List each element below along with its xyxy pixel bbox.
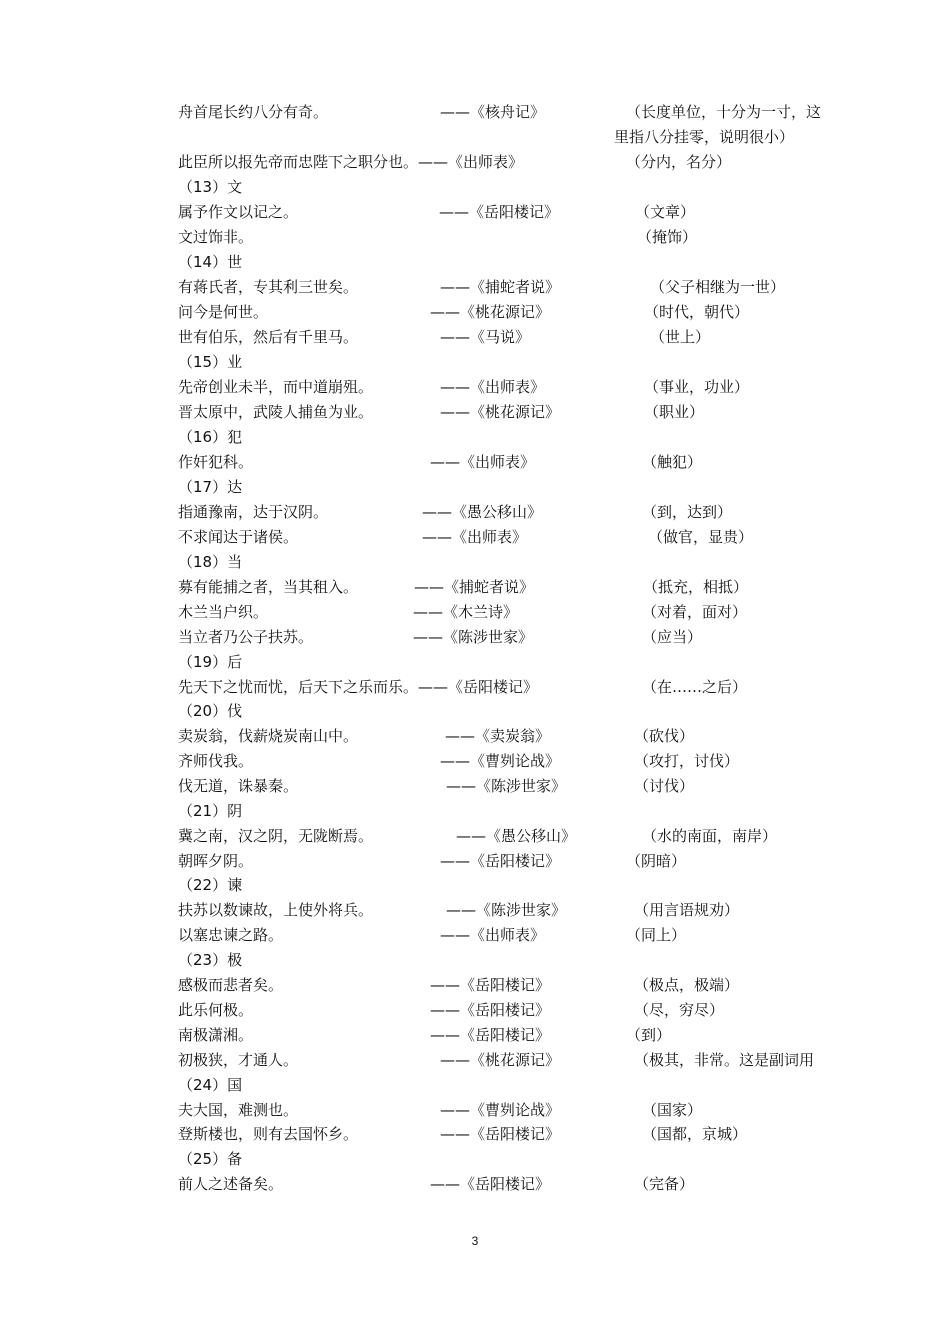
text-line [0,300,950,325]
line-gloss: （事业，功业） [644,378,750,396]
line-gloss: （父子相继为一世） [650,278,786,296]
line-text: 先帝创业未半，而中道崩殂。 [178,378,374,396]
text-line [0,525,950,550]
line-text: 感极而悲者矣。 [178,976,284,994]
line-text: （22）谏 [178,876,243,894]
line-source: ——《出师表》 [430,453,536,471]
line-text: 先天下之忧而忧，后天下之乐而乐。——《岳阳楼记》 [178,678,539,696]
line-text: 木兰当户织。 [178,603,269,621]
line-text: （13）文 [178,178,243,196]
line-text: 有蒋氏者，专其利三世矣。 [178,278,359,296]
line-text: 指通豫南，达于汉阴。 [178,503,329,521]
line-gloss: （职业） [644,403,705,421]
text-line [0,849,950,874]
text-line [0,550,950,575]
text-line [0,500,950,525]
line-gloss: （抵充，相抵） [643,578,749,596]
line-gloss: （时代，朝代） [644,303,750,321]
line-gloss: （触犯） [642,453,703,471]
line-text: （17）达 [178,478,243,496]
line-text: 南极潇湘。 [178,1026,254,1044]
line-source: ——《愚公移山》 [422,503,543,521]
line-text: （16）犯 [178,428,243,446]
line-text: 卖炭翁，伐薪烧炭南山中。 [178,727,359,745]
text-line [0,450,950,475]
line-gloss: （文章） [635,203,696,221]
line-text: 夫大国，难测也。 [178,1101,299,1119]
text-line [0,250,950,275]
line-text: 文过饰非。 [178,228,254,246]
line-gloss: （世上） [650,328,711,346]
text-line [0,1073,950,1098]
line-source: ——《愚公移山》 [456,827,577,845]
line-gloss: （掩饰） [637,228,698,246]
line-source: ——《出师表》 [422,528,528,546]
line-source: ——《桃花源记》 [440,403,561,421]
line-source: ——《岳阳楼记》 [440,852,561,870]
line-source: ——《桃花源记》 [430,303,551,321]
line-text: 问今是何世。 [178,303,269,321]
line-text: 此乐何极。 [178,1001,254,1019]
line-source: ——《捕蛇者说》 [440,278,561,296]
text-line [0,873,950,898]
text-line [0,125,950,150]
line-gloss: （到） [626,1026,672,1044]
line-text: （21）阴 [178,802,243,820]
line-source: ——《出师表》 [440,378,546,396]
line-text: （15）业 [178,353,243,371]
line-gloss: （用言语规劝） [634,901,740,919]
text-line [0,948,950,973]
page-number: 3 [471,1234,479,1248]
line-text: （19）后 [178,653,243,671]
text-line [0,150,950,175]
line-source: ——《陈涉世家》 [446,901,567,919]
line-text: 朝晖夕阴。 [178,852,254,870]
text-line [0,898,950,923]
text-line [0,1098,950,1123]
line-text: 以塞忠谏之路。 [178,926,284,944]
line-source: ——《岳阳楼记》 [430,1175,551,1193]
line-source: ——《核舟记》 [440,103,546,121]
line-gloss: （在……之后） [642,678,748,696]
text-line [0,923,950,948]
text-line [0,350,950,375]
line-source: ——《岳阳楼记》 [430,1026,551,1044]
line-gloss: （分内，名分） [626,153,732,171]
text-line [0,100,950,125]
line-gloss: （应当） [642,628,703,646]
line-gloss: （讨伐） [634,777,695,795]
line-text: 前人之述备矣。 [178,1175,284,1193]
text-line [0,1023,950,1048]
line-source: ——《曹刿论战》 [440,752,561,770]
text-line [0,375,950,400]
line-text: 扶苏以数谏故，上使外将兵。 [178,901,374,919]
line-text: 属予作文以记之。 [178,203,299,221]
line-text: （23）极 [178,951,243,969]
text-line [0,625,950,650]
text-line [0,973,950,998]
text-line [0,1172,950,1197]
line-gloss: （做官，显贵） [648,528,754,546]
line-source: ——《岳阳楼记》 [440,1125,561,1143]
line-text: （18）当 [178,553,243,571]
text-line [0,400,950,425]
line-source: ——《岳阳楼记》 [439,203,560,221]
text-line [0,325,950,350]
line-text: 世有伯乐，然后有千里马。 [178,328,359,346]
text-line [0,475,950,500]
line-gloss: （极其，非常。这是副词用 [634,1051,815,1069]
text-line [0,650,950,675]
text-line [0,774,950,799]
line-text: （20）伐 [178,702,243,720]
line-text: 此臣所以报先帝而忠陛下之职分也。——《出师表》 [178,153,524,171]
line-gloss: （水的南面，南岸） [642,827,778,845]
text-line [0,675,950,700]
line-source: ——《卖炭翁》 [445,727,551,745]
text-line [0,699,950,724]
text-line [0,749,950,774]
line-gloss: （长度单位，十分为一寸，这 [626,103,822,121]
line-text: （24）国 [178,1076,243,1094]
line-gloss: （极点，极端） [634,976,740,994]
line-text: 作奸犯科。 [178,453,254,471]
line-source: ——《曹刿论战》 [440,1101,561,1119]
text-line [0,425,950,450]
text-line [0,225,950,250]
text-line [0,799,950,824]
text-line [0,724,950,749]
line-gloss: （到，达到） [642,503,733,521]
text-line [0,175,950,200]
line-text: 伐无道，诛暴秦。 [178,777,299,795]
text-line [0,275,950,300]
line-text: 当立者乃公子扶苏。 [178,628,314,646]
line-gloss: （国家） [642,1101,703,1119]
line-source: ——《岳阳楼记》 [430,976,551,994]
line-text: （25）备 [178,1150,243,1168]
line-text: 齐师伐我。 [178,752,254,770]
line-text: 晋太原中，武陵人捕鱼为业。 [178,403,374,421]
line-gloss: （尽，穷尽） [634,1001,725,1019]
line-gloss: （对着，面对） [642,603,748,621]
line-gloss: （攻打，讨伐） [634,752,740,770]
line-text: 登斯楼也，则有去国怀乡。 [178,1125,359,1143]
line-text: 不求闻达于诸侯。 [178,528,299,546]
text-line [0,1122,950,1147]
line-source: ——《捕蛇者说》 [414,578,535,596]
line-text: 舟首尾长约八分有奇。 [178,103,329,121]
line-source: ——《陈涉世家》 [446,777,567,795]
line-text: 冀之南，汉之阴，无陇断焉。 [178,827,374,845]
text-line [0,600,950,625]
line-source: ——《陈涉世家》 [413,628,534,646]
text-line [0,1147,950,1172]
line-text: （14）世 [178,253,243,271]
text-line [0,998,950,1023]
line-gloss: （完备） [634,1175,695,1193]
line-gloss: （同上） [626,926,687,944]
text-line [0,824,950,849]
text-line [0,200,950,225]
line-source: ——《木兰诗》 [413,603,519,621]
line-source: ——《桃花源记》 [440,1051,561,1069]
line-gloss: （砍伐） [634,727,695,745]
text-line [0,575,950,600]
line-gloss: 里指八分挂零，说明很小） [614,128,795,146]
line-text: 初极狭，才通人。 [178,1051,299,1069]
line-source: ——《马说》 [440,328,531,346]
line-source: ——《岳阳楼记》 [430,1001,551,1019]
text-line [0,1048,950,1073]
line-gloss: （阴暗） [626,852,687,870]
line-gloss: （国都，京城） [642,1125,748,1143]
line-text: 募有能捕之者，当其租入。 [178,578,359,596]
line-source: ——《出师表》 [440,926,546,944]
